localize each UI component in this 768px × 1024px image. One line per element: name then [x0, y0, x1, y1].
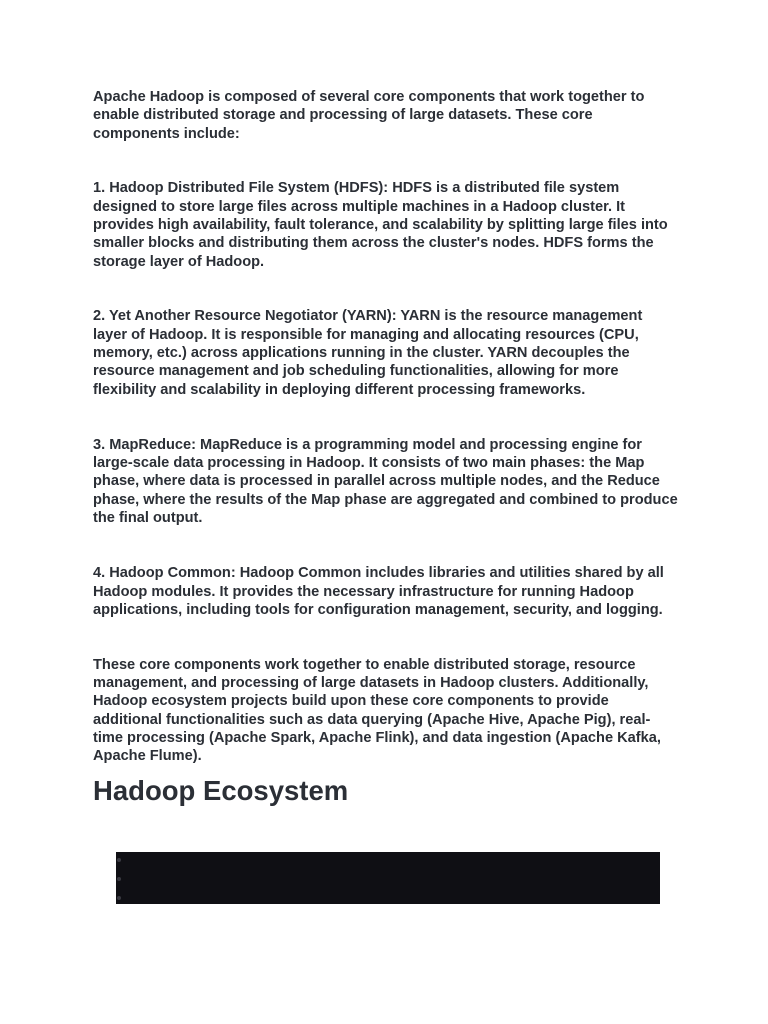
dark-embedded-image: [116, 852, 660, 904]
summary-paragraph: These core components work together to enable distributed storage, resource management, and processing of large datasets in Hadoop clusters. Additionally, Hadoop ecosystem projects build upon these core components to provide additional functionalities such as data querying (Apache Hive, Apache Pig), real-time processing (Apache Spark, Apache Flink), and data ingestion (Apache Kafka, Apache Flume).: [93, 656, 661, 765]
yarn-paragraph: 2. Yet Another Resource Negotiator (YARN): YARN is the resource management layer of Hadoop. It is responsible for managing and allocating resources (CPU, memory, etc.) across applications running in the cluster. YARN decouples the resource management and job scheduling functionalities, allowing for more flexibility and scalability in deploying different processing frameworks.: [93, 308, 643, 398]
bullet-dot-icon: [117, 858, 121, 862]
hdfs-paragraph: 1. Hadoop Distributed File System (HDFS): HDFS is a distributed file system designed to store large files across multiple machines in a Hadoop cluster. It provides high availability, fault tolerance, and scalability by splitting large files into smaller blocks and distributing them across the cluster's nodes. HDFS forms the storage layer of Hadoop.: [93, 180, 668, 270]
hadoop-common-paragraph: 4. Hadoop Common: Hadoop Common includes libraries and utilities shared by all Hadoop modules. It provides the necessary infrastructure for running Hadoop applications, including tools for configuration management, security, and logging.: [93, 565, 664, 618]
bullet-dot-icon: [117, 896, 121, 900]
intro-paragraph: Apache Hadoop is composed of several core components that work together to enable distributed storage and processing of large datasets. These core components include:: [93, 89, 645, 142]
bullet-dot-icon: [117, 877, 121, 881]
section-heading: Hadoop Ecosystem: [93, 774, 349, 806]
document-body: [93, 88, 678, 808]
mapreduce-paragraph: 3. MapReduce: MapReduce is a programming model and processing engine for large-scale data processing in Hadoop. It consists of two main phases: the Map phase, where data is processed in parallel across multiple nodes, and the Reduce phase, where the results of the Map phase are aggregated and combined to produce the final output.: [93, 436, 678, 527]
